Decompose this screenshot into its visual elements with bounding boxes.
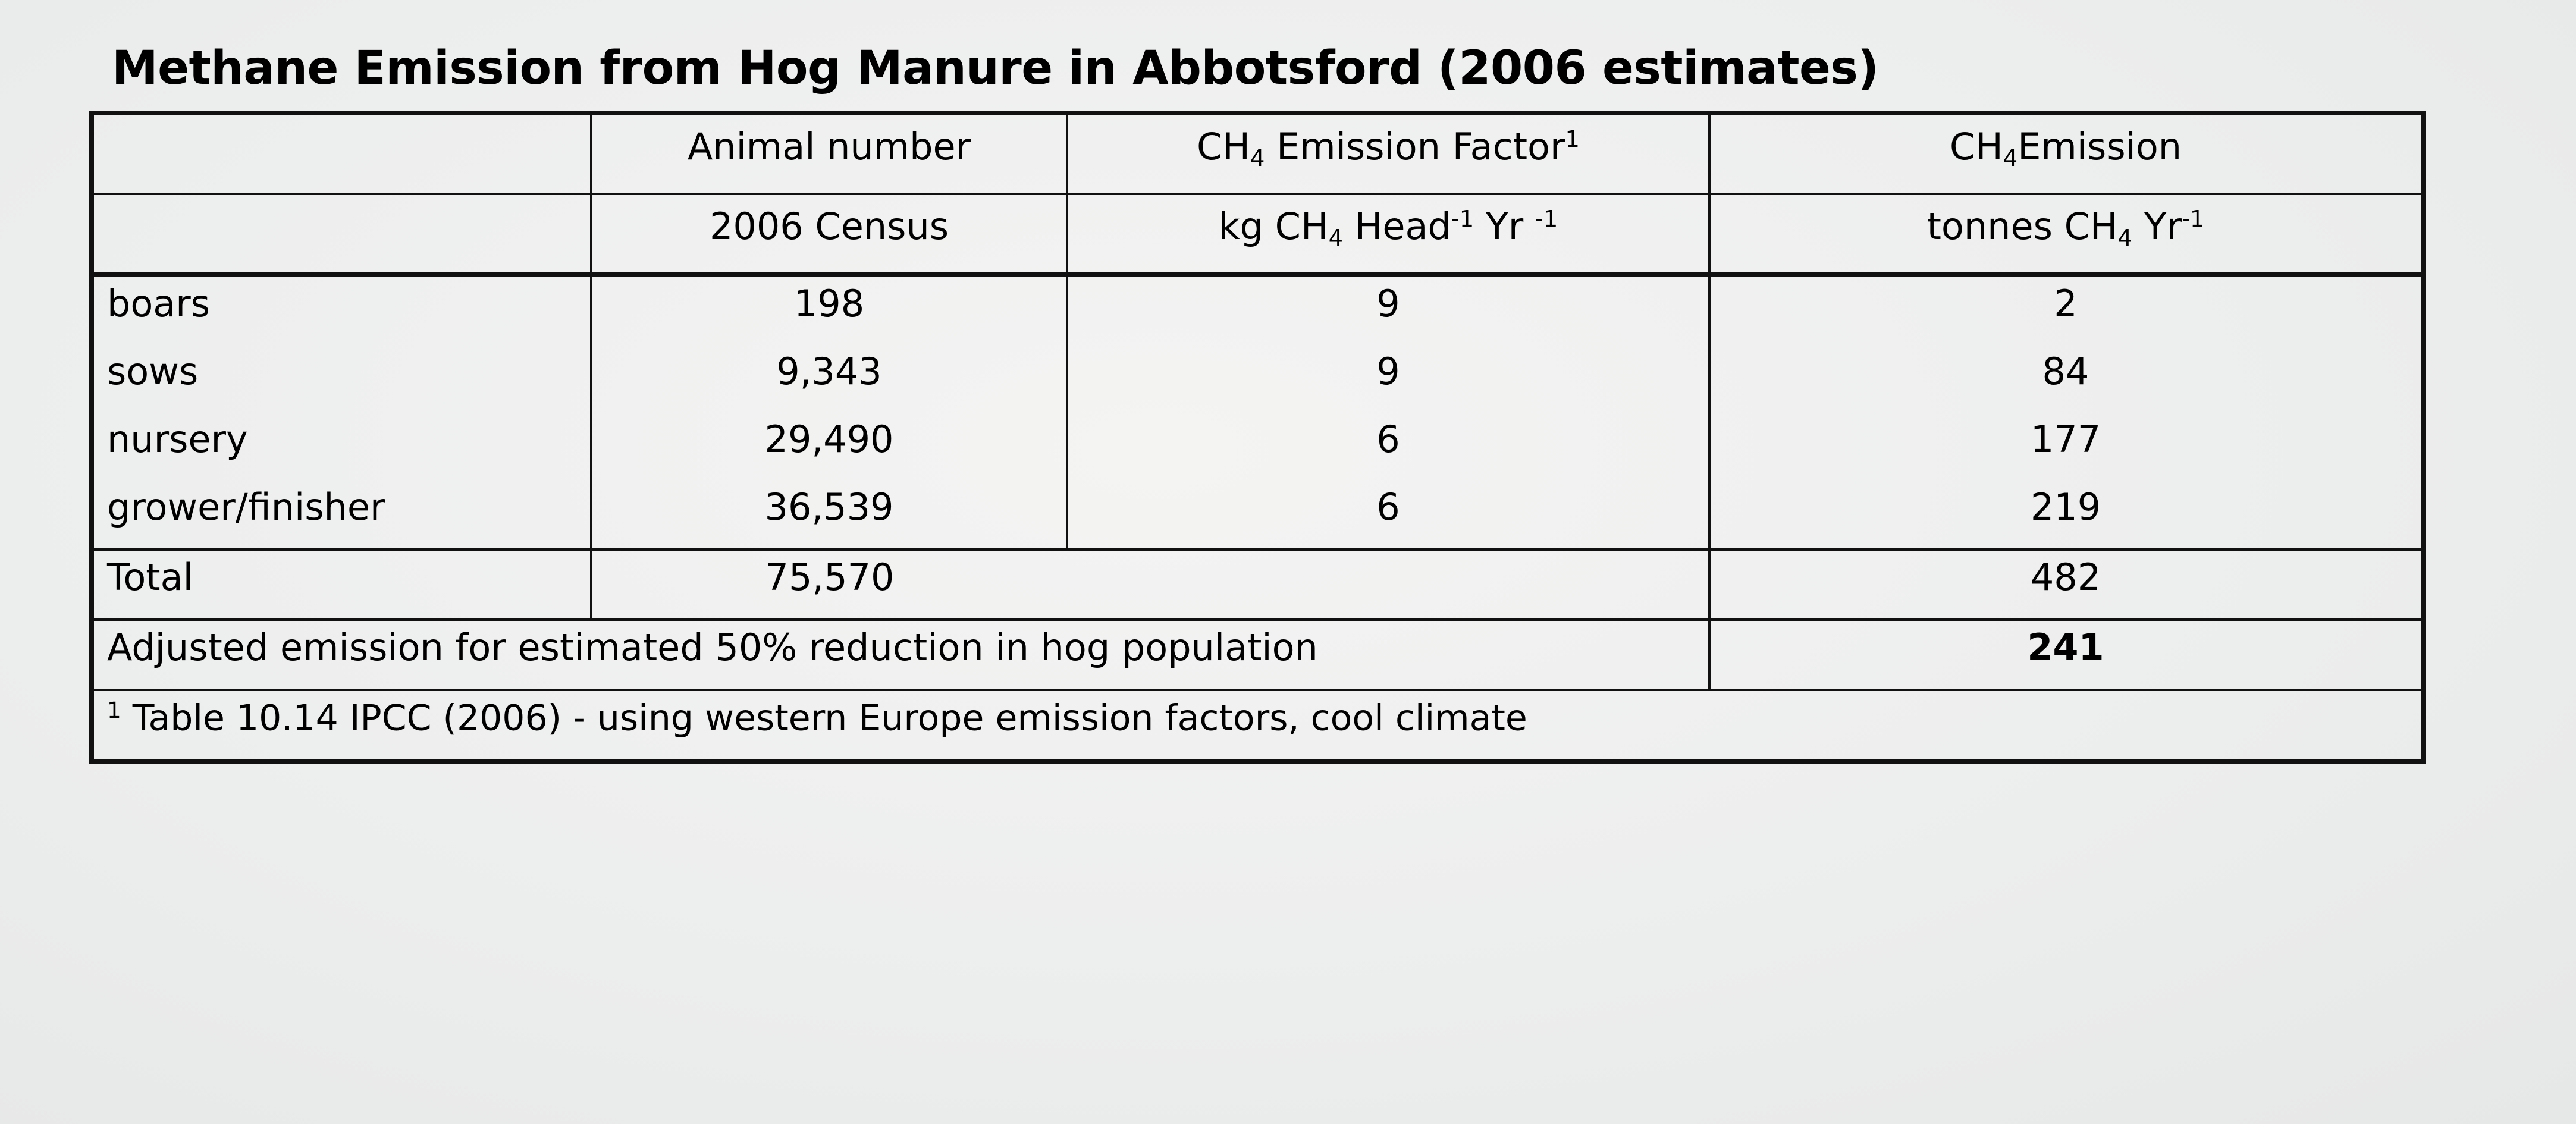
cell-footnote bbox=[92, 690, 2423, 761]
emission-text: Emission bbox=[2017, 125, 2182, 168]
cell-emission: 219 bbox=[1709, 481, 2423, 550]
cell-total-label: Total bbox=[92, 550, 591, 620]
table-row bbox=[92, 481, 2423, 550]
cell-animal-number: 9,343 bbox=[591, 345, 1067, 413]
ch4-subscript: 4 bbox=[2117, 224, 2132, 252]
table-figure bbox=[89, 42, 2474, 764]
ch4-subscript: 4 bbox=[1328, 224, 1344, 252]
cell-animal-number: 36,539 bbox=[591, 481, 1067, 550]
table-header-row-2 bbox=[92, 194, 2423, 275]
header-cell-blank-1 bbox=[92, 113, 591, 194]
cell-category: nursery bbox=[92, 413, 591, 481]
ch4-subscript: 4 bbox=[1250, 145, 1265, 172]
footnote-text: Table 10.14 IPCC (2006) - using western Europe emission factors, cool climate bbox=[121, 697, 1527, 739]
cell-emission: 2 bbox=[1709, 275, 2423, 345]
cell-animal-number: 198 bbox=[591, 275, 1067, 345]
cell-emission: 84 bbox=[1709, 345, 2423, 413]
header-cell-emission bbox=[1709, 113, 2423, 194]
table-total-row bbox=[92, 550, 2423, 620]
cell-total-animal-number: 75,570 bbox=[591, 550, 1067, 620]
kg-ch4-text: kg CH bbox=[1218, 205, 1329, 249]
cell-emission: 177 bbox=[1709, 413, 2423, 481]
head-text: Head bbox=[1343, 205, 1451, 249]
cell-emission-factor: 6 bbox=[1067, 413, 1709, 481]
page-title: Methane Emission from Hog Manure in Abbotsford (2006 estimates) bbox=[112, 42, 1879, 95]
cell-category: grower/finisher bbox=[92, 481, 591, 550]
ch4-text: CH bbox=[1197, 125, 1250, 169]
header-cell-animal-number: Animal number bbox=[591, 113, 1067, 194]
footnote-marker: 1 bbox=[107, 697, 121, 723]
cell-emission-factor: 9 bbox=[1067, 275, 1709, 345]
header-cell-emission-units bbox=[1709, 194, 2423, 275]
yr-text: Yr bbox=[1474, 205, 1535, 249]
table-footnote-row bbox=[92, 690, 2423, 761]
cell-emission-factor: 6 bbox=[1067, 481, 1709, 550]
cell-emission-factor: 9 bbox=[1067, 345, 1709, 413]
header-cell-factor-units bbox=[1067, 194, 1709, 275]
tonnes-ch4-text: tonnes CH bbox=[1926, 205, 2118, 249]
cell-adjusted-value: 241 bbox=[1709, 620, 2423, 690]
header-cell-blank-2 bbox=[92, 194, 591, 275]
table-row bbox=[92, 413, 2423, 481]
table-row bbox=[92, 345, 2423, 413]
table-adjusted-row bbox=[92, 620, 2423, 690]
cell-total-emission: 482 bbox=[1709, 550, 2423, 620]
ch4-subscript: 4 bbox=[2003, 145, 2018, 172]
ch4-text: CH bbox=[1949, 125, 2003, 168]
methane-emission-table bbox=[89, 111, 2426, 764]
cell-total-emission-factor bbox=[1067, 550, 1709, 620]
cell-animal-number: 29,490 bbox=[591, 413, 1067, 481]
emission-factor-text: Emission Factor bbox=[1265, 125, 1565, 169]
table-header-row-1 bbox=[92, 113, 2423, 194]
cell-category: boars bbox=[92, 275, 591, 345]
table-row bbox=[92, 275, 2423, 345]
head-exponent: -1 bbox=[1451, 206, 1474, 233]
header-cell-census: 2006 Census bbox=[591, 194, 1067, 275]
header-cell-emission-factor bbox=[1067, 113, 1709, 194]
yr-exponent: -1 bbox=[2182, 206, 2205, 233]
yr-text: Yr bbox=[2132, 205, 2182, 249]
cell-category: sows bbox=[92, 345, 591, 413]
yr-exponent: -1 bbox=[1535, 206, 1558, 233]
cell-adjusted-label: Adjusted emission for estimated 50% reduction in hog population bbox=[92, 620, 1709, 690]
footnote-marker-superscript: 1 bbox=[1565, 126, 1580, 153]
